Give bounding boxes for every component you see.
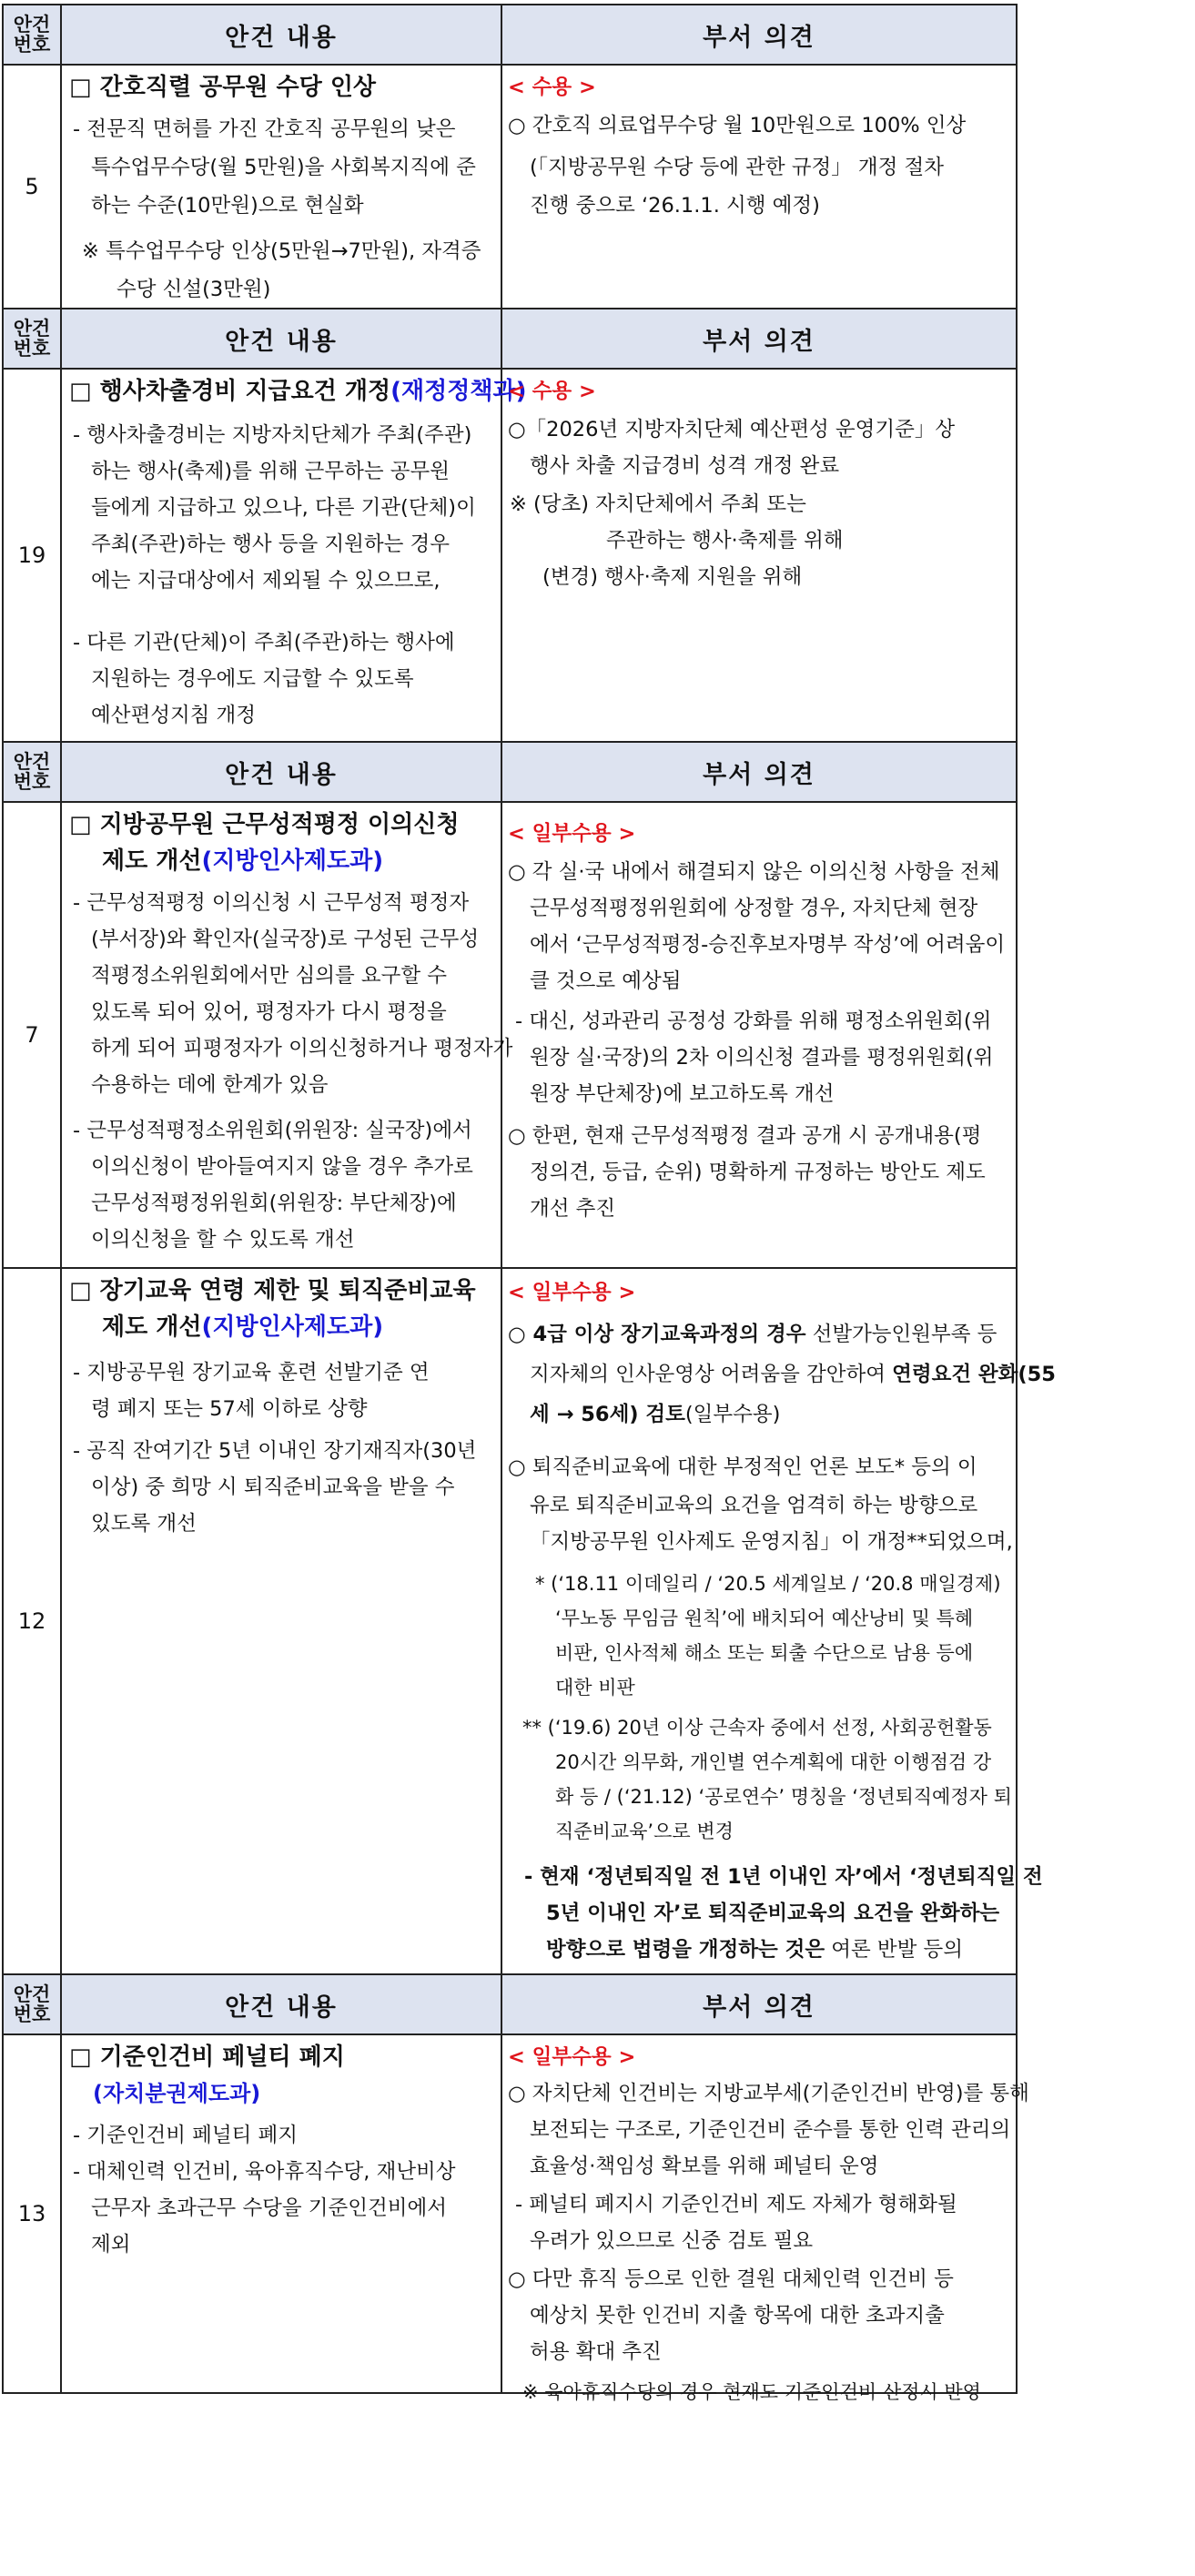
table-header	[4, 5, 1016, 66]
opinion-line: ○ 퇴직준비교육에 대한 부정적인 언론 보도* 등의 이	[508, 1455, 977, 1479]
note-line: 화 등 / (‘21.12) ‘공로연수’ 명칭을 ‘정년퇴직예정자 퇴	[555, 1786, 1012, 1808]
opinion-line: 원장 부단체장)에 보고하도록 개선	[530, 1082, 835, 1106]
note-line: * (‘18.11 이데일리 / ‘20.5 세계일보 / ‘20.8 매일경제)	[535, 1573, 1001, 1595]
table-header	[4, 309, 1016, 370]
opinion-line: ○ 다만 휴직 등으로 인한 결원 대체인력 인건비 등	[508, 2267, 954, 2291]
note-line: 20시간 의무화, 개인별 연수계획에 대한 이행점검 강	[555, 1751, 992, 1773]
content-line: 령 폐지 또는 57세 이하로 상향	[91, 1397, 368, 1421]
content-line: - 근무성적평정 이의신청 시 근무성적 평정자	[73, 891, 470, 915]
content-line: 적평정소위원회에서만 심의를 요구할 수	[91, 964, 447, 988]
opinion-header: 부서 의견	[703, 760, 815, 789]
opinion-line: - 현재 ‘정년퇴직일 전 1년 이내인 자’에서 ‘정년퇴직일 전	[524, 1865, 1043, 1889]
content-line: 이의신청을 할 수 있도록 개선	[91, 1228, 355, 1252]
content-line: 지원하는 경우에도 지급할 수 있도록	[91, 667, 414, 691]
content-line: 있도록 되어 있어, 평정자가 다시 평정을	[91, 1000, 447, 1024]
content-line: 제외	[91, 2233, 131, 2257]
agenda-title: □ 행사차출경비 지급요건 개정(재정정책과)	[69, 378, 527, 405]
opinion-line: 예상치 못한 인건비 지출 항목에 대한 초과지출	[530, 2304, 945, 2328]
department-opinion	[502, 66, 1016, 308]
content-line: - 전문직 면허를 가진 간호직 공무원의 낮은	[73, 117, 456, 141]
note-line: ※ 특수업무수당 인상(5만원→7만원), 자격증	[82, 239, 481, 263]
agenda-block-7	[2, 741, 1018, 1269]
note-line: 직준비교육’으로 변경	[555, 1820, 734, 1842]
opinion-line: 행사 차출 지급경비 성격 개정 완료	[530, 454, 840, 478]
num-header: 안건 번호	[4, 1975, 62, 2033]
content-line: 수용하는 데에 한계가 있음	[91, 1073, 329, 1097]
agenda-title: □ 기준인건비 페널티 폐지	[69, 2044, 345, 2071]
note-line: (변경) 행사·축제 지원을 위해	[542, 565, 803, 589]
content-header: 안건 내용	[62, 1975, 502, 2033]
content-line: 하게 되어 피평정자가 이의신청하거나 평정자가	[91, 1037, 513, 1060]
opinion-line: 보전되는 구조로, 기준인건비 준수를 통한 인력 관리의	[530, 2118, 1011, 2142]
opinion-line: 진행 중으로 ‘26.1.1. 시행 예정)	[530, 194, 820, 218]
agenda-title: □ 간호직렬 공무원 수당 인상	[69, 74, 377, 101]
content-line: - 다른 기관(단체)이 주최(주관)하는 행사에	[73, 631, 455, 654]
opinion-line: 클 것으로 예상됨	[530, 969, 682, 993]
opinion-status: < 일부수용 >	[508, 1281, 636, 1304]
note-line: 비판, 인사적체 해소 또는 퇴출 수단으로 남용 등에	[555, 1642, 974, 1664]
agenda-number: 5	[4, 66, 62, 308]
opinion-line: 허용 확대 추진	[530, 2340, 662, 2364]
opinion-header: 부서 의견	[703, 23, 815, 52]
opinion-line: 원장 실·국장)의 2차 이의신청 결과를 평정위원회(위	[530, 1046, 994, 1070]
opinion-line: 근무성적평정위원회에 상정할 경우, 자치단체 현장	[530, 897, 978, 920]
agenda-title: 제도 개선(지방인사제도과)	[102, 847, 384, 875]
num-header: 안건 번호	[4, 309, 62, 368]
agenda-block-5	[2, 4, 1018, 309]
opinion-line: 개선 추진	[530, 1197, 616, 1221]
content-line: - 기준인건비 페널티 폐지	[73, 2124, 298, 2147]
opinion-line: 방향으로 법령을 개정하는 것은 여론 반발 등의	[546, 1938, 963, 1962]
opinion-line: ○「2026년 지방자치단체 예산편성 운영기준」상	[508, 418, 956, 441]
agenda-number: 13	[4, 2035, 62, 2392]
department-opinion	[502, 370, 1016, 741]
note-line: ※ 육아휴직수당의 경우 현재도 기준인건비 산정시 반영	[522, 2381, 981, 2403]
opinion-header: 부서 의견	[703, 327, 815, 356]
content-header: 안건 내용	[62, 743, 502, 801]
table-header	[4, 1975, 1016, 2035]
opinion-line: 지자체의 인사운영상 어려움을 감안하여 연령요건 완화(55	[530, 1363, 1056, 1386]
agenda-title: □ 지방공무원 근무성적평정 이의신청	[69, 811, 460, 838]
content-line: - 행사차출경비는 지방자치단체가 주최(주관)	[73, 423, 472, 447]
agenda-number: 19	[4, 370, 62, 741]
note-line: 주관하는 행사·축제를 위해	[606, 529, 844, 553]
note-line: ‘무노동 무임금 원칙’에 배치되어 예산낭비 및 특혜	[555, 1607, 974, 1629]
note-line: ** (‘19.6) 20년 이상 근속자 중에서 선정, 사회공헌활동	[522, 1717, 992, 1739]
opinion-line: 유로 퇴직준비교육의 요건을 엄격히 하는 방향으로	[530, 1494, 978, 1517]
opinion-line: 「지방공무원 인사제도 운영지침」이 개정**되었으며,	[530, 1530, 1013, 1554]
content-line: - 공직 잔여기간 5년 이내인 장기재직자(30년	[73, 1439, 477, 1463]
content-line: 이상) 중 희망 시 퇴직준비교육을 받을 수	[91, 1476, 455, 1499]
opinion-status: < 수용 >	[508, 76, 596, 99]
opinion-status: < 일부수용 >	[508, 822, 636, 846]
agenda-number: 7	[4, 803, 62, 1267]
opinion-line: (「지방공무원 수당 등에 관한 규정」 개정 절차	[530, 156, 944, 179]
opinion-line: ○ 자치단체 인건비는 지방교부세(기준인건비 반영)를 통해	[508, 2082, 1029, 2105]
table-header	[4, 743, 1016, 803]
opinion-line: ○ 한편, 현재 근무성적평정 결과 공개 시 공개내용(평	[508, 1124, 982, 1148]
opinion-line: 세 → 56세) 검토(일부수용)	[530, 1403, 781, 1426]
opinion-line: - 대신, 성과관리 공정성 강화를 위해 평정소위원회(위	[515, 1009, 992, 1033]
opinion-line: 정의견, 등급, 순위) 명확하게 규정하는 방안도 제도	[530, 1161, 986, 1184]
department-opinion	[502, 803, 1016, 1267]
department-tag: (재정정책과)	[390, 378, 527, 405]
content-line: 에는 지급대상에서 제외될 수 있으므로,	[91, 569, 441, 593]
department-tag: (지방인사제도과)	[201, 847, 384, 875]
department-opinion	[502, 1269, 1056, 1973]
agenda-title: □ 장기교육 연령 제한 및 퇴직준비교육	[69, 1277, 476, 1304]
agenda-content	[62, 1269, 502, 1973]
content-line: 하는 수준(10만원)으로 현실화	[91, 194, 364, 218]
content-line: 하는 행사(축제)를 위해 근무하는 공무원	[91, 460, 450, 483]
opinion-line: - 페널티 폐지시 기준인건비 제도 자체가 형해화될	[515, 2193, 957, 2216]
content-header: 안건 내용	[62, 309, 502, 368]
agenda-block-12	[2, 1267, 1056, 1975]
content-line: - 대체인력 인건비, 육아휴직수당, 재난비상	[73, 2160, 456, 2184]
agenda-content	[62, 803, 513, 1267]
content-line: 들에게 지급하고 있으나, 다른 기관(단체)이	[91, 496, 476, 520]
note-line: 수당 신설(3만원)	[116, 278, 271, 301]
content-line: 있도록 개선	[91, 1512, 197, 1536]
note-line: ※ (당초) 자치단체에서 주최 또는	[510, 492, 806, 516]
content-line: 근무자 초과근무 수당을 기준인건비에서	[91, 2196, 447, 2220]
opinion-line: 5년 이내인 자’로 퇴직준비교육의 요건을 완화하는	[546, 1902, 1000, 1925]
opinion-status: < 일부수용 >	[508, 2045, 636, 2069]
opinion-line: ○ 4급 이상 장기교육과정의 경우 선발가능인원부족 등	[508, 1323, 998, 1346]
opinion-header: 부서 의견	[703, 1993, 815, 2022]
content-line: 예산편성지침 개정	[91, 704, 257, 727]
content-line: 주최(주관)하는 행사 등을 지원하는 경우	[91, 532, 450, 556]
opinion-line: 에서 ‘근무성적평정-승진후보자명부 작성’에 어려움이	[530, 933, 1006, 957]
agenda-content	[62, 66, 502, 308]
agenda-title: 제도 개선(지방인사제도과)	[102, 1313, 384, 1341]
agenda-number: 12	[4, 1269, 62, 1973]
agenda-content	[62, 370, 527, 741]
department-tag: (지방인사제도과)	[201, 1313, 384, 1341]
department-opinion	[502, 2035, 1029, 2403]
num-header: 안건 번호	[4, 5, 62, 64]
num-header: 안건 번호	[4, 743, 62, 801]
agenda-block-19	[2, 308, 1018, 743]
content-line: - 근무성적평정소위원회(위원장: 실국장)에서	[73, 1119, 472, 1142]
content-line: - 지방공무원 장기교육 훈련 선발기준 연	[73, 1361, 430, 1384]
opinion-line: 효율성·책임성 확보를 위해 페널티 운영	[530, 2155, 879, 2178]
opinion-line: 우려가 있으므로 신중 검토 필요	[530, 2229, 814, 2253]
content-line: 특수업무수당(월 5만원)을 사회복지직에 준	[91, 156, 476, 179]
opinion-line: ○ 간호직 의료업무수당 월 10만원으로 100% 인상	[508, 114, 967, 137]
department-tag: (자치분권제도과)	[93, 2081, 261, 2106]
opinion-line: ○ 각 실·국 내에서 해결되지 않은 이의신청 사항을 전체	[508, 860, 1000, 884]
agenda-content	[62, 2035, 502, 2392]
content-line: 근무성적평정위원회(위원장: 부단체장)에	[91, 1192, 457, 1215]
content-line: (부서장)와 확인자(실국장)로 구성된 근무성	[91, 928, 480, 951]
agenda-block-13	[2, 1973, 1029, 2403]
note-line: 대한 비판	[555, 1677, 635, 1699]
opinion-status: < 수용 >	[508, 380, 596, 403]
content-line: 이의신청이 받아들여지지 않을 경우 추가로	[91, 1155, 473, 1179]
content-header: 안건 내용	[62, 5, 502, 64]
